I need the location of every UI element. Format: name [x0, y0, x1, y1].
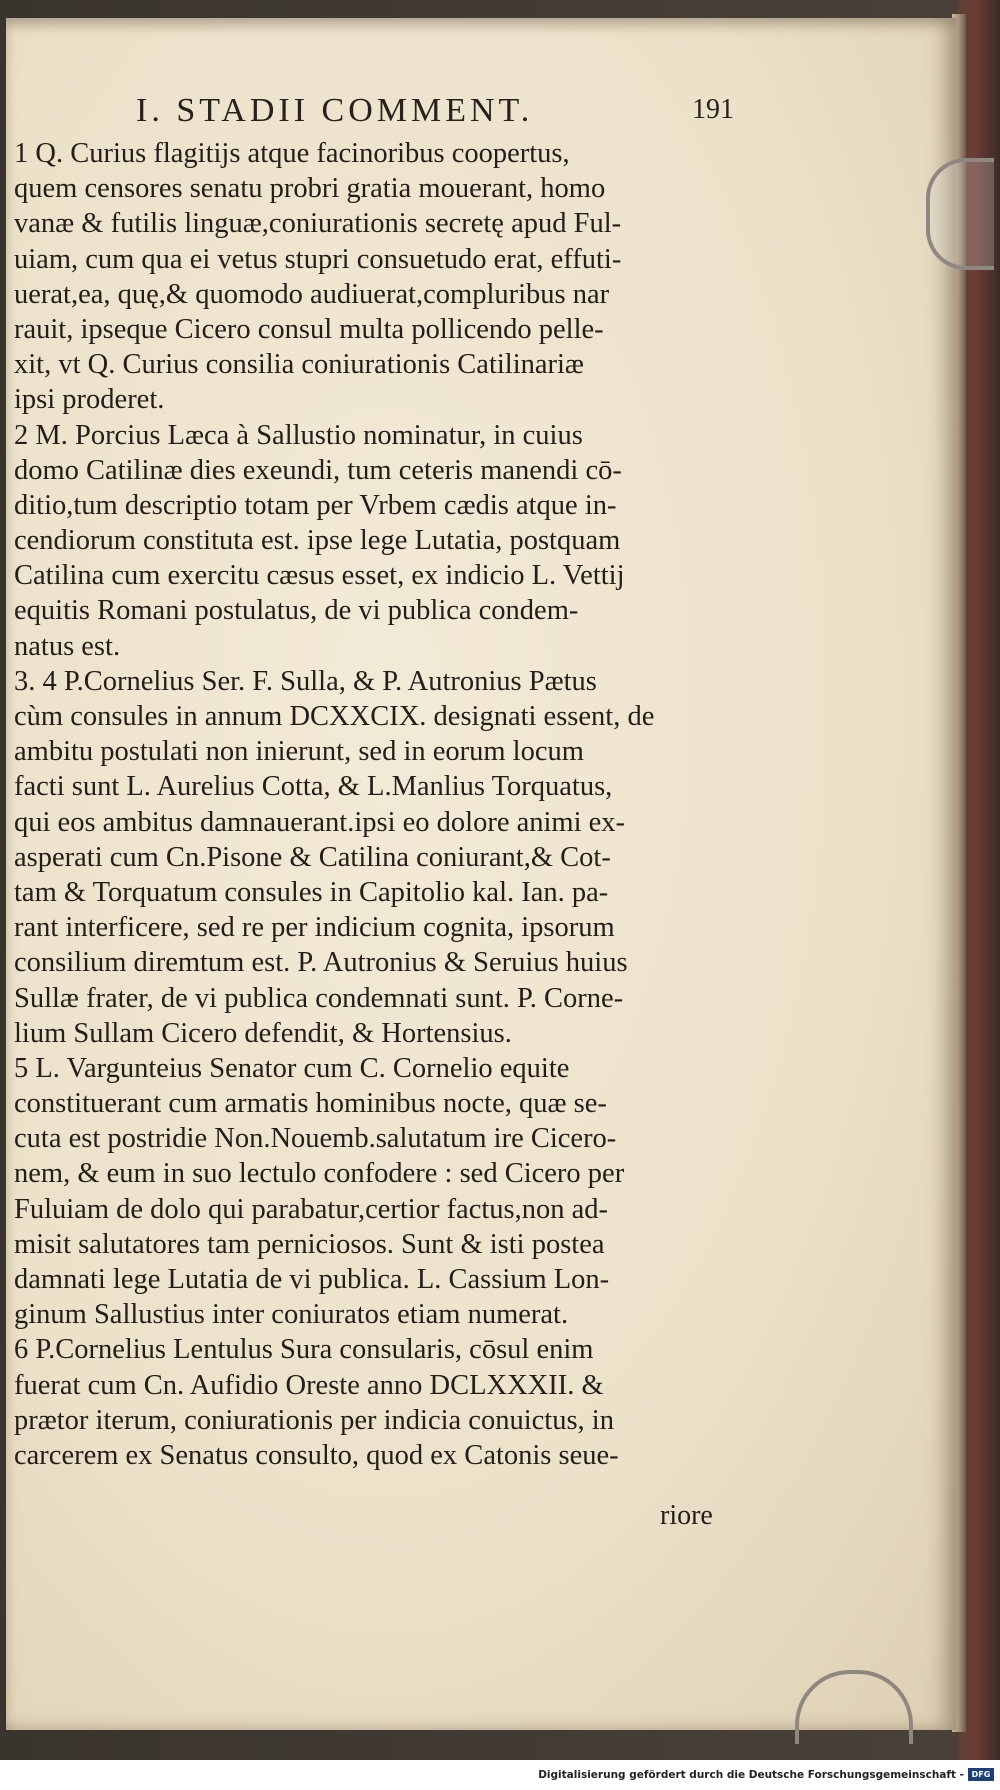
- footer-bar: [0, 1760, 1000, 1790]
- text-line: 2 M. Porcius Læca à Sallustio nominatur, in cuius: [14, 419, 583, 451]
- text-line: Catilina cum exercitu cæsus esset, ex indicio L. Vettij: [14, 560, 625, 592]
- text-line: Sullæ frater, de vi publica condemnati sunt. P. Corne-: [14, 982, 624, 1014]
- body-text: [14, 136, 736, 1473]
- text-line: nem, & eum in suo lectulo confodere : sed Cicero per: [14, 1158, 625, 1190]
- text-line: facti sunt L. Aurelius Cotta, & L.Manlius Torquatus,: [14, 771, 613, 803]
- dfg-logo: DFG: [968, 1768, 994, 1781]
- text-line: constituerant cum armatis hominibus nocte, quæ se-: [14, 1088, 607, 1120]
- text-line: ditio,tum descriptio totam per Vrbem cædis atque in-: [14, 489, 617, 521]
- text-line: 6 P.Cornelius Lentulus Sura consularis, cōsul enim: [14, 1334, 594, 1366]
- text-line: xit, vt Q. Curius consilia coniurationis Catilinariæ: [14, 349, 584, 381]
- text-line: asperati cum Cn.Pisone & Catilina coniurant,& Cot-: [14, 841, 611, 873]
- text-line: uerat,ea, quę,& quomodo audiuerat,compluribus nar: [14, 278, 610, 310]
- text-line: rauit, ipseque Cicero consul multa pollicendo pelle-: [14, 313, 604, 345]
- text-line: consilium diremtum est. P. Autronius & Seruius huius: [14, 947, 628, 979]
- catchword: riore: [660, 1500, 713, 1531]
- text-line: carcerem ex Senatus consulto, quod ex Catonis seue-: [14, 1439, 619, 1471]
- text-line: cendiorum constituta est. ipse lege Lutatia, postquam: [14, 525, 621, 557]
- text-line: equitis Romani postulatus, de vi publica condem-: [14, 595, 579, 627]
- book-clamp-top: [926, 158, 994, 270]
- text-line: natus est.: [14, 630, 121, 662]
- text-line: Fuluiam de dolo qui parabatur,certior factus,non ad-: [14, 1193, 609, 1225]
- text-line: ambitu postulati non inierunt, sed in eorum locum: [14, 736, 584, 768]
- text-line: damnati lege Lutatia de vi publica. L. Cassium Lon-: [14, 1264, 610, 1295]
- text-line: prætor iterum, coniurationis per indicia conuictus, in: [14, 1404, 614, 1436]
- text-line: ginum Sallustius inter coniuratos etiam numerat.: [14, 1299, 569, 1331]
- running-head: I. STADII COMMENT.: [136, 92, 534, 129]
- text-line: ipsi proderet.: [14, 384, 165, 416]
- text-line: 1 Q. Curius flagitijs atque facinoribus coopertus,: [14, 138, 570, 169]
- text-line: lium Sullam Cicero defendit, & Hortensius.: [14, 1017, 512, 1049]
- text-line: rant interficere, sed re per indicium cognita, ipsorum: [14, 912, 615, 944]
- text-line: tam & Torquatum consules in Capitolio kal. Ian. pa-: [14, 876, 609, 908]
- text-line: cùm consules in annum DCXXCIX. designati essent, de: [14, 701, 655, 732]
- text-line: 5 L. Vargunteius Senator cum C. Cornelio equite: [14, 1052, 570, 1084]
- text-line: fuerat cum Cn. Aufidio Oreste anno DCLXXXII. &: [14, 1369, 604, 1401]
- funding-notice: Digitalisierung gefördert durch die Deutsche Forschungsgemeinschaft -: [538, 1769, 964, 1781]
- text-line: qui eos ambitus damnauerant.ipsi eo dolore animi ex-: [14, 806, 626, 838]
- page-number: 191: [692, 94, 734, 125]
- text-line: misit salutatores tam perniciosos. Sunt & isti postea: [14, 1228, 605, 1260]
- text-line: domo Catilinæ dies exeundi, tum ceteris manendi cō-: [14, 454, 622, 486]
- text-line: cuta est postridie Non.Nouemb.salutatum ire Cicero-: [14, 1123, 617, 1155]
- text-line: 3. 4 P.Cornelius Ser. F. Sulla, & P. Autronius Pætus: [14, 665, 597, 697]
- text-line: uiam, cum qua ei vetus stupri consuetudo erat, effuti-: [14, 243, 622, 275]
- text-line: quem censores senatu probri gratia mouerant, homo: [14, 173, 606, 205]
- text-line: vanæ & futilis linguæ,coniurationis secretę apud Ful-: [14, 208, 622, 240]
